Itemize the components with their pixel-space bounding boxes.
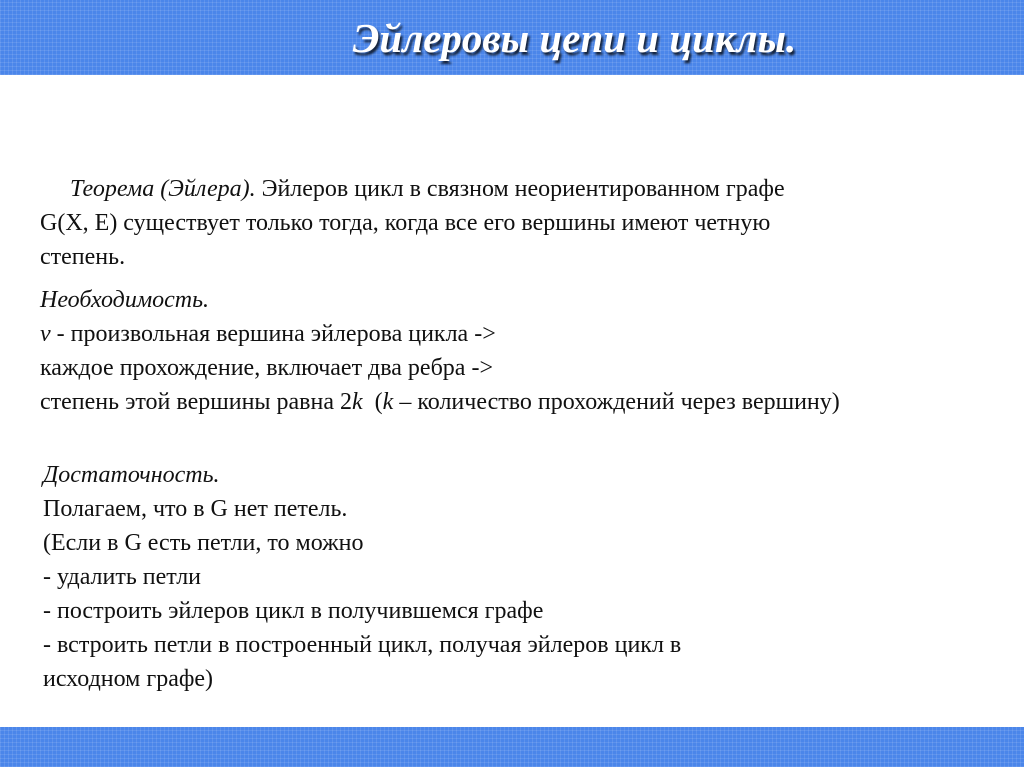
sufficiency-heading: Достаточность. (43, 462, 220, 488)
vertex-variable: v (40, 321, 51, 347)
necessity-text-3b: ( (362, 389, 383, 415)
necessity-block (40, 283, 1010, 419)
slide-title: Эйлеровы цепи и циклы. (352, 15, 797, 61)
sufficiency-block (43, 458, 1003, 696)
theorem-label: Теорема (Эйлера). (70, 176, 256, 202)
sufficiency-line: - встроить петли в построенный цикл, получая эйлеров цикл в (43, 632, 682, 658)
sufficiency-line: Полагаем, что в G нет петель. (43, 496, 348, 522)
necessity-line-1 (40, 317, 1010, 351)
theorem-line-3: степень. (40, 244, 126, 270)
theorem-block (40, 172, 1000, 274)
footer-band (0, 727, 1024, 767)
necessity-text-3a: степень этой вершины равна 2 (40, 389, 353, 415)
theorem-text-1: Эйлеров цикл в связном неориентированном графе (255, 176, 785, 202)
necessity-line-3 (40, 385, 1010, 419)
necessity-heading: Необходимость. (40, 287, 210, 313)
necessity-text-3c: – количество прохождений через вершину) (393, 389, 840, 415)
sufficiency-line: - построить эйлеров цикл в получившемся графе (43, 598, 544, 624)
necessity-line-2: каждое прохождение, включает два ребра -> (40, 355, 493, 381)
sufficiency-line: исходном графе) (43, 666, 214, 692)
k-variable: k (352, 389, 363, 415)
necessity-text-1: - произвольная вершина эйлерова цикла -> (50, 321, 496, 347)
k-variable-2: k (382, 389, 394, 415)
theorem-line-2: G(X, E) существует только тогда, когда все его вершины имеют четную (40, 210, 771, 236)
theorem-line-1 (40, 172, 1000, 206)
sufficiency-line: (Если в G есть петли, то можно (43, 530, 364, 556)
sufficiency-line: - удалить петли (43, 564, 202, 590)
